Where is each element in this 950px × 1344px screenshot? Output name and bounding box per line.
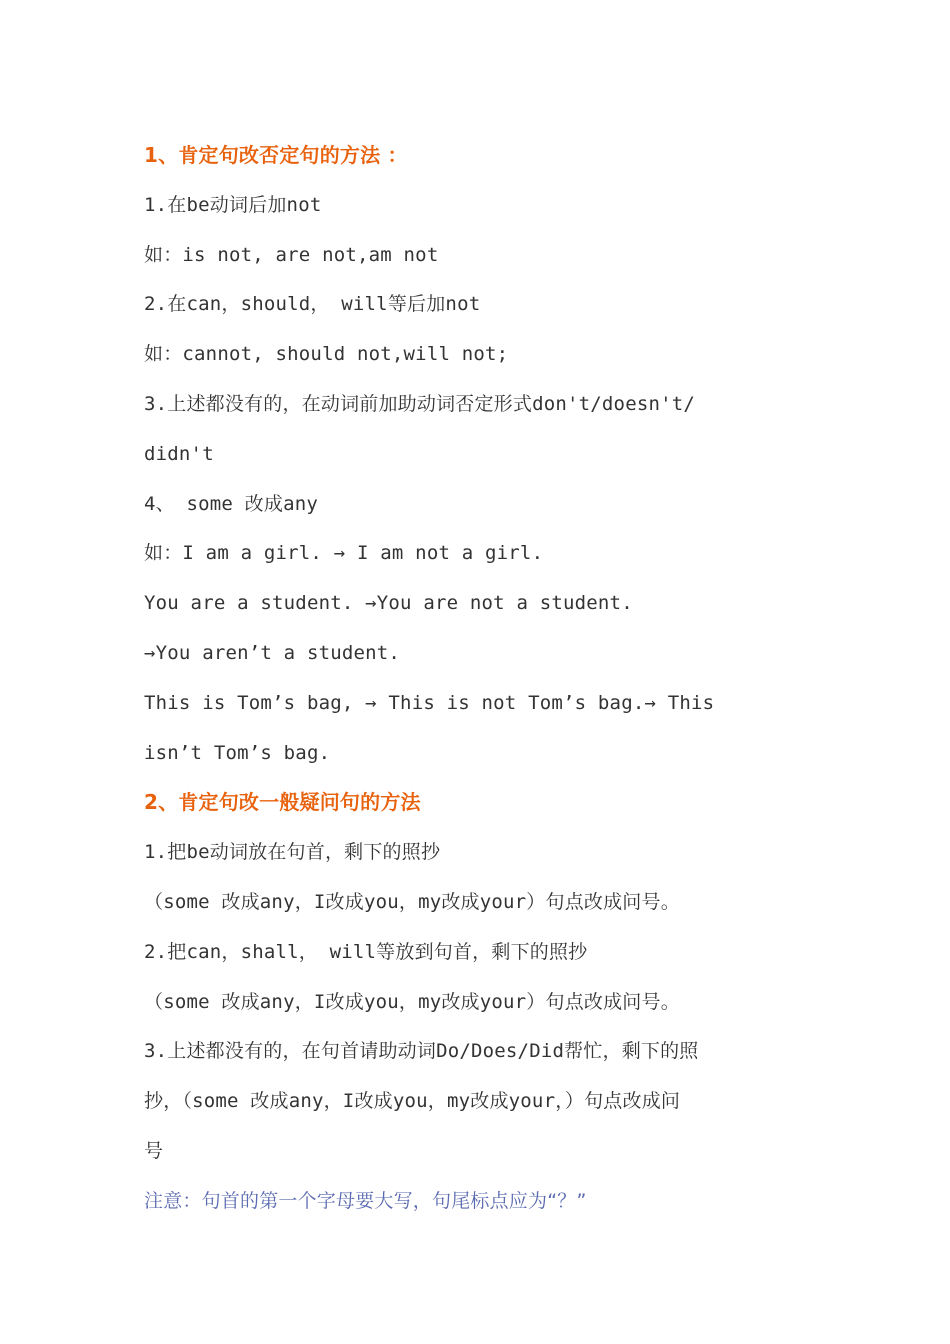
section1-line: You are a student. →You are not a student. <box>144 592 633 615</box>
section1-line: →You aren’t a student. <box>144 641 401 664</box>
section1-line: 2.在can，should， will等后加not <box>144 293 481 316</box>
section2-line: 抄，（some 改成any，I改成you，my改成your，）句点改成问 <box>144 1090 681 1113</box>
section2-line: （some 改成any，I改成you，my改成your）句点改成问号。 <box>144 990 680 1013</box>
section1-line: didn't <box>144 442 214 465</box>
section2-line: （some 改成any，I改成you，my改成your）句点改成问号。 <box>144 890 680 913</box>
section1-line: 如：is not, are not,am not <box>144 243 439 266</box>
section1-line: 如：I am a girl. → I am not a girl. <box>144 542 544 565</box>
section1-line: 3.上述都没有的，在动词前加助动词否定形式don't/doesn't/ <box>144 392 696 415</box>
section1-line: 1.在be动词后加not <box>144 193 322 216</box>
section1-line: 如：cannot, should not,will not; <box>144 343 509 366</box>
section1-line: This is Tom’s bag, → This is not Tom’s bag.→ This <box>144 691 715 714</box>
section2-line: 号 <box>144 1139 164 1162</box>
section1-line: 4、 some 改成any <box>144 492 318 515</box>
section2-line: 2.把can，shall， will等放到句首，剩下的照抄 <box>144 940 588 963</box>
section1-heading: 1、肯定句改否定句的方法 ： <box>144 143 408 167</box>
section2-line: 3.上述都没有的，在句首请助动词Do/Does/Did帮忙，剩下的照 <box>144 1040 699 1063</box>
section2-line: 1.把be动词放在句首，剩下的照抄 <box>144 841 441 864</box>
section1-line: isn’t Tom’s bag. <box>144 741 331 764</box>
section2-heading: 2、肯定句改一般疑问句的方法 <box>144 790 421 815</box>
section2-note: 注意：句首的第一个字母要大写，句尾标点应为“？” <box>144 1189 587 1212</box>
document-page <box>144 131 824 1227</box>
